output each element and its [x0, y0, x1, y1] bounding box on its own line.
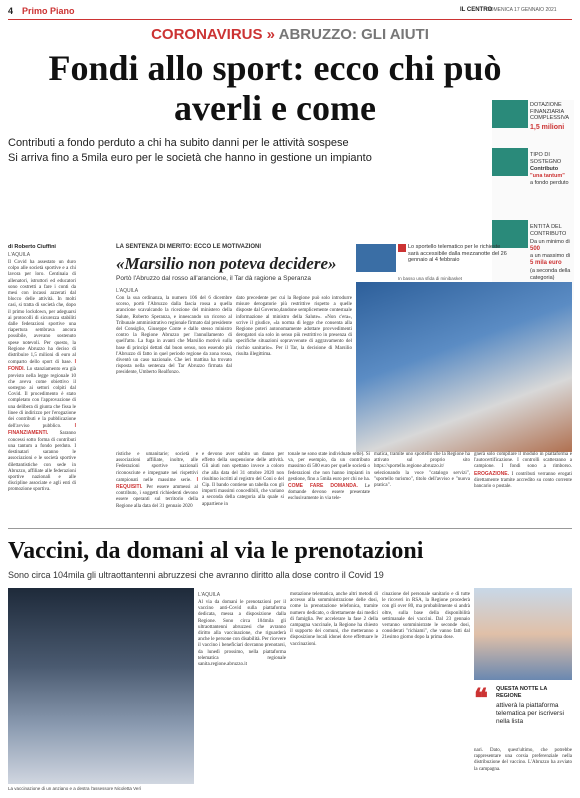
sentenza-col3: dato precedente per cui la Regione può solo introdurre misure derogatorie più restrittive rispetto a quelle disposte dal Governo,dandone semplicemente contestuale informazione al ministro della Salute». «Non c'era», scrive il giudice, «la norma di legge che consenta alla Regione poteri autonomamente adottare provvedimenti derogatori sia solo in senso più restrittivo in presenza di specifiche situazioni sopravvenute di aggravamento del rischio sanitario». Per il Tar, la decisione di Marsilio risulta illegittima. — [236, 296, 354, 357]
c8b-label: EROGAZIONE. — [474, 470, 510, 477]
page-date: DOMENICA 17 GENNAIO 2021 — [486, 7, 557, 13]
quote-mark-icon: ❝ — [474, 684, 488, 713]
sports-photo — [356, 244, 396, 272]
info-box-3-a: Da un minimo di — [530, 239, 570, 245]
info-box-2-title: TIPO DI SOSTEGNO — [530, 152, 562, 165]
c6-text: tonale ne sono state individuate sette). Si va, per esempio, da un contributo massimo di 500 euro per quelle società o federazioni che non hanno impianti in gestione, fino a 5mila euro per chi ne ha. — [288, 452, 372, 482]
sport-col7: matica, tramite uno sportello che la Regione ha attivato sul proprio sito https://sportello.regione.abruzzo.it/ selezionando la voce "catalogo servizi", "sportello turismo", titolo dell'avviso e "nuova pratica". — [374, 452, 472, 489]
sports-photo-icon — [398, 244, 406, 252]
assessore-photo — [474, 588, 572, 680]
c6b-text: Le domande devono essere presentate esclusivamente in via tele- — [288, 484, 372, 502]
vaccini-col2: motazione telematica, anche altri metodi di accesso alla somministrazione delle dosi, come la prenotazione telefonica, tramite numero dedicato, o direttamente dai medici di famiglia. Per accelerare la fase 2 della campagna vaccinale, la Regione ha chiesto il supporto dei comuni, che metteranno a disposizione locali idonei dove effettuare le vaccinazioni. — [290, 592, 380, 647]
sport-col4 — [116, 452, 198, 524]
vaccini-dateline: L'AQUILA — [198, 592, 221, 598]
money-icon — [492, 100, 528, 128]
sentenza-headline: «Marsilio non poteva decidere» — [116, 254, 337, 273]
page-number: 4 — [8, 6, 14, 16]
vaccine-photo — [8, 588, 194, 784]
sentenza-kicker: LA SENTENZA DI MERITO: ECCO LE MOTIVAZIONI — [116, 244, 261, 250]
sportello-note: Lo sportello telematico per le richieste sarà accessibile dalla mezzanotte del 26 gennaio al 4 febbraio — [408, 244, 507, 263]
info-box-3-b: 500 — [530, 246, 541, 252]
info-box-3-c: a un massimo di — [530, 253, 571, 259]
subhead-2: Si arriva fino a 5mila euro per le società che hanno in gestione un impianto — [8, 152, 372, 164]
col1c-label: I FINANZIAMENTI. — [8, 423, 78, 437]
col1-body — [8, 260, 76, 510]
vaccini-headline: Vaccini, da domani al via le prenotazioni — [8, 538, 424, 564]
info-box-3-e: (a seconda della categoria) — [530, 268, 571, 281]
dateline: L'AQUILA — [8, 252, 31, 258]
sentenza-sub: Portò l'Abruzzo dal rosso all'arancione, il Tar dà ragione a Speranza — [116, 275, 311, 282]
col1-text: Il Covid ha assestato un duro colpo alle società sportive e a chi lavora per loro. Centinaia di allenatori, istruttori ed educatori sono costretti a fare i conti da mesi con incassi azzerati dal blocco delle attività. In molti casi, si tratta di società che, dopo il primo lockdown, per adeguarsi ai protocolli di sicurezza stabiliti dalle federazioni sportive una riapertura sembrava ancora possibile, avevano sostenuto spese notevoli. Per questo, la Regione Abruzzo ha deciso di distribuire 1,5 milioni di euro al comparto dello sport di base. — [8, 260, 78, 366]
info-box-2-a: Contributo — [530, 166, 559, 172]
sport-col6 — [288, 452, 370, 524]
section-divider — [8, 528, 572, 529]
kicker-coronavirus: CORONAVIRUS — [151, 26, 263, 43]
vaccini-col1: Al via da domani le prenotazioni per il vaccino anti-Covid sulla piattaforma dedicata, messa a disposizione dalla Regione. Sono circa 104mila gli ultraottantenni abruzzesi che avranno diritto alla vaccinazione, che riguarderà anche le persone con disabilità. Per ricevere il vaccino i beneficiari dovranno prenotarsi, da lunedì prossimo, nella piattaforma telematica regionale sanita.regione.abruzzo.it — [198, 600, 288, 668]
byline: di Roberto Ciuffini — [8, 244, 56, 250]
vaccini-col3: cinazione del personale sanitario e di tutte le ricoveri in RSA, la Regione procederà con gli over 80, ma probabilmente si andrà oltre, sulla base della disponibilità settimanale dei vaccini. Dal 23 gennaio verranno somministrate le seconde dosi, considerati "richiami", che vanno fatti dal 21esimo giorno dopo la prima dose. — [382, 592, 472, 641]
info-panel — [492, 100, 574, 300]
info-box-3-title: ENTITÀ DEL CONTRIBUTO — [530, 224, 567, 237]
c4b-label: I REQUISITI. — [116, 476, 200, 491]
c4-text: ristiche e umanitarie; società e associazioni affiliate, inoltre, alle Federazioni sportive nazionali riconosciute e impegnate nei rispettivi campionati nelle massime serie. — [116, 452, 200, 483]
info-box-1-title: DOTAZIONE FINANZIARIA COMPLESSIVA — [530, 102, 570, 121]
section-label: Primo Piano — [22, 6, 75, 16]
page-header — [8, 6, 572, 20]
kicker — [90, 26, 490, 43]
info-box-2-c: a fondo perduto — [530, 180, 569, 186]
quote-text: attiverà la piattaforma telematica per iscriversi nella lista — [496, 702, 564, 725]
vaccine-photo-caption: La vaccinazione di un anziano e a destra l'assessore Nicoletta Verì — [8, 786, 142, 791]
info-box-1-value: 1,5 milioni — [530, 124, 565, 131]
kicker-abruzzo: ABRUZZO: GLI AIUTI — [278, 26, 429, 43]
sport-col8 — [474, 452, 572, 524]
col1b-label: I FONDI. — [8, 359, 78, 373]
c8b-text: I contributi verranno erogati direttamente tramite accredito su conto corrente bancario o postale. — [474, 471, 574, 490]
sentenza-dateline: L'AQUILA — [116, 288, 139, 294]
kicker-arrows: » — [266, 26, 279, 43]
c6b-label: COME FARE DOMANDA. — [288, 483, 358, 490]
headline: Fondi allo sport: ecco chi può averli e come — [48, 48, 502, 128]
minibasket-photo — [356, 282, 572, 452]
c4b-text: Per essere ammessi al contributo, i soggetti richiedenti devono essere operanti sul territorio della Regione alla data del 31 gennaio 2020 — [116, 485, 200, 509]
sentenza-col2: Con la sua ordinanza, la numero 106 del 6 dicembre scorso, portò l'Abruzzo dalla fascia rossa a quella arancione scavalcando la ricezione del ministero della Salute, Roberto Speranza, e innescando un ricorso al Tribunale amministrativo regionale firmato dal presidente del Consiglio, Giuseppe Conte e dallo stesso ministro contro la Regione Abruzzo per l'annullamento di quell'atto. La fuga in avanti che Marsilio motivò sulla base di principi dettati dal buon senso, non essendo più l'Abruzzo di fatto in quel periodo regione da zona rossa, diventò un caso nazionale. Che ieri mattina ha trovato risposta nella sentenza del Tar Abruzzo firmata dal presidente, Umberto Realfonzo. — [116, 296, 234, 376]
vaccini-col4: nari. Dato, quest'ultimo, che potrebbe rappresentare una corsia preferenziale nella distribuzione del vaccino. L'Abruzzo ha avviato la campagna. — [474, 748, 574, 772]
quote-label: QUESTA NOTTE LA REGIONE — [496, 686, 548, 699]
photo-caption: In basso una sfida di minibasket — [398, 276, 463, 281]
sport-col5: e devono aver subito un danno per effetto della sospensione delle attività. Gli aiuti non spettano invece a coloro che alla data del 31 ottobre 2020 non risultino iscritti al registro del Coni o del Cip. Il bando contiene un tabella con gli importi massimi concedibili, che variano a seconda della categoria alla quale si appartiene in — [202, 452, 286, 507]
c8-text: gnerà solo compilare il modulo in piattaforma e l'autocertificazione. I controlli scatteranno a campione. I fondi sono a rimborso. — [474, 452, 574, 470]
col1b-text: Lo stanziamento era già previsto nella legge regionale 10 che aveva come obiettivo il sostegno ai settori colpiti dal Covid. Il procedimento è stato completato con l'approvazione di una delibera di giunta che fissa le linee di indirizzo per l'erogazione dei contributi e la pubblicazione dell'avviso pubblico. — [8, 367, 78, 430]
col1c-text: Saranno concessi sotto forma di contributi una tantum a fondo perduto. I destinatari saranno le associazioni e le società sportive dilettantistiche con sede in Abruzzo, affiliate alle federazioni sportive nazionali e alle discipline associate e agli enti di promozione sportiva. — [8, 431, 78, 493]
vaccini-sub: Sono circa 104mila gli ultraottantenni abruzzesi che avranno diritto alla dose contro il Covid 19 — [8, 570, 384, 580]
info-box-3-d: 5 mila euro — [530, 260, 562, 266]
paper-name: IL CENTRO — [460, 7, 493, 13]
sostegno-icon — [492, 148, 528, 176]
subhead-1: Contributi a fondo perduto a chi ha subito danni per le attività sospese — [8, 137, 349, 149]
info-box-2-b: "una tantum" — [530, 173, 565, 179]
